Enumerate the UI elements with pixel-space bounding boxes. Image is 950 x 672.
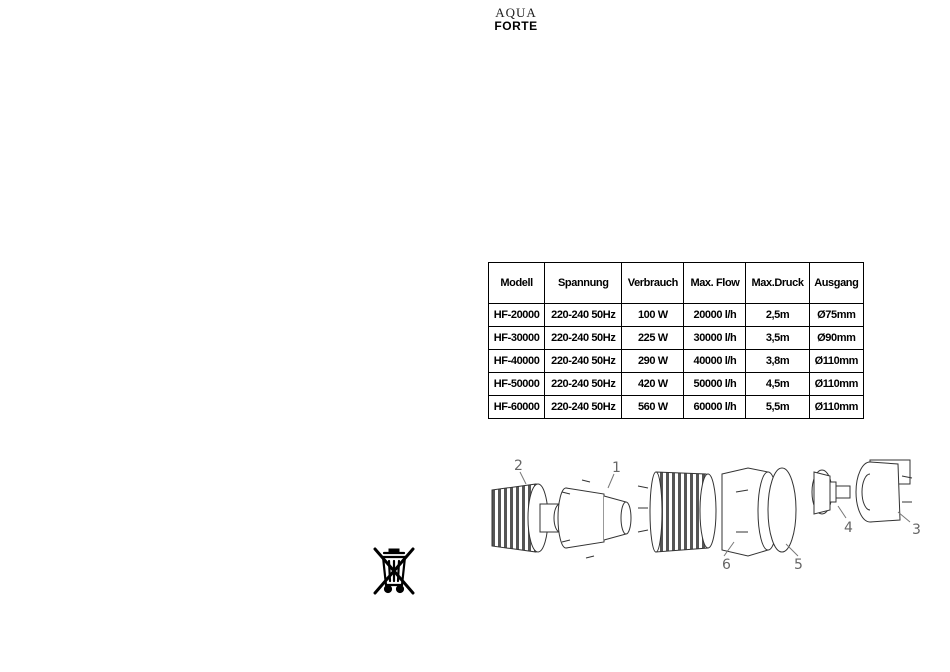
cell-modell: HF-20000 — [489, 304, 545, 327]
cell-max-flow: 50000 l/h — [684, 373, 746, 396]
header-ausgang: Ausgang — [809, 263, 863, 304]
specification-table — [488, 262, 864, 419]
logo-line-2: FORTE — [494, 19, 538, 33]
cell-ausgang: Ø75mm — [809, 304, 863, 327]
cell-ausgang: Ø90mm — [809, 327, 863, 350]
cell-max-druck: 5,5m — [746, 396, 809, 419]
cell-verbrauch: 290 W — [622, 350, 684, 373]
cell-ausgang: Ø110mm — [809, 373, 863, 396]
cell-max-flow: 40000 l/h — [684, 350, 746, 373]
intake-strainer-part — [492, 484, 566, 552]
cell-verbrauch: 560 W — [622, 396, 684, 419]
cell-max-druck: 3,5m — [746, 327, 809, 350]
table-row — [489, 327, 864, 350]
cell-modell: HF-40000 — [489, 350, 545, 373]
cell-max-flow: 30000 l/h — [684, 327, 746, 350]
cell-spannung: 220-240 50Hz — [545, 396, 622, 419]
table-row — [489, 396, 864, 419]
cell-modell: HF-50000 — [489, 373, 545, 396]
cell-verbrauch: 225 W — [622, 327, 684, 350]
cell-spannung: 220-240 50Hz — [545, 304, 622, 327]
cell-ausgang: Ø110mm — [809, 396, 863, 419]
header-max-flow: Max. Flow — [684, 263, 746, 304]
part-label-1: 1 — [612, 460, 621, 476]
cell-spannung: 220-240 50Hz — [545, 327, 622, 350]
part-label-4: 4 — [844, 520, 853, 536]
outlet-cover-part — [856, 460, 912, 522]
cell-max-druck: 4,5m — [746, 373, 809, 396]
table-row — [489, 304, 864, 327]
aqua-forte-logo — [488, 6, 544, 36]
impeller-part — [812, 470, 850, 514]
table-row — [489, 350, 864, 373]
part-label-5: 5 — [794, 557, 803, 573]
cell-modell: HF-60000 — [489, 396, 545, 419]
logo-line-1: AQUA — [495, 5, 537, 20]
cell-max-druck: 3,8m — [746, 350, 809, 373]
cell-modell: HF-30000 — [489, 327, 545, 350]
cell-verbrauch: 420 W — [622, 373, 684, 396]
table-row — [489, 373, 864, 396]
part-label-3: 3 — [912, 522, 921, 538]
header-max-druck: Max.Druck — [746, 263, 809, 304]
header-spannung: Spannung — [545, 263, 622, 304]
cell-spannung: 220-240 50Hz — [545, 373, 622, 396]
header-verbrauch: Verbrauch — [622, 263, 684, 304]
part-label-6: 6 — [722, 557, 731, 573]
o-ring-part — [768, 468, 796, 552]
cell-max-flow: 20000 l/h — [684, 304, 746, 327]
crossed-out-wheelie-bin-icon — [371, 545, 417, 597]
cylinder-strainer-part — [638, 472, 716, 552]
cell-verbrauch: 100 W — [622, 304, 684, 327]
cell-ausgang: Ø110mm — [809, 350, 863, 373]
cell-max-druck: 2,5m — [746, 304, 809, 327]
part-label-2: 2 — [514, 458, 523, 474]
pump-housing-part — [558, 480, 631, 558]
cell-spannung: 220-240 50Hz — [545, 350, 622, 373]
table-header-row — [489, 263, 864, 304]
header-modell: Modell — [489, 263, 545, 304]
cell-max-flow: 60000 l/h — [684, 396, 746, 419]
exploded-pump-diagram — [486, 452, 926, 577]
